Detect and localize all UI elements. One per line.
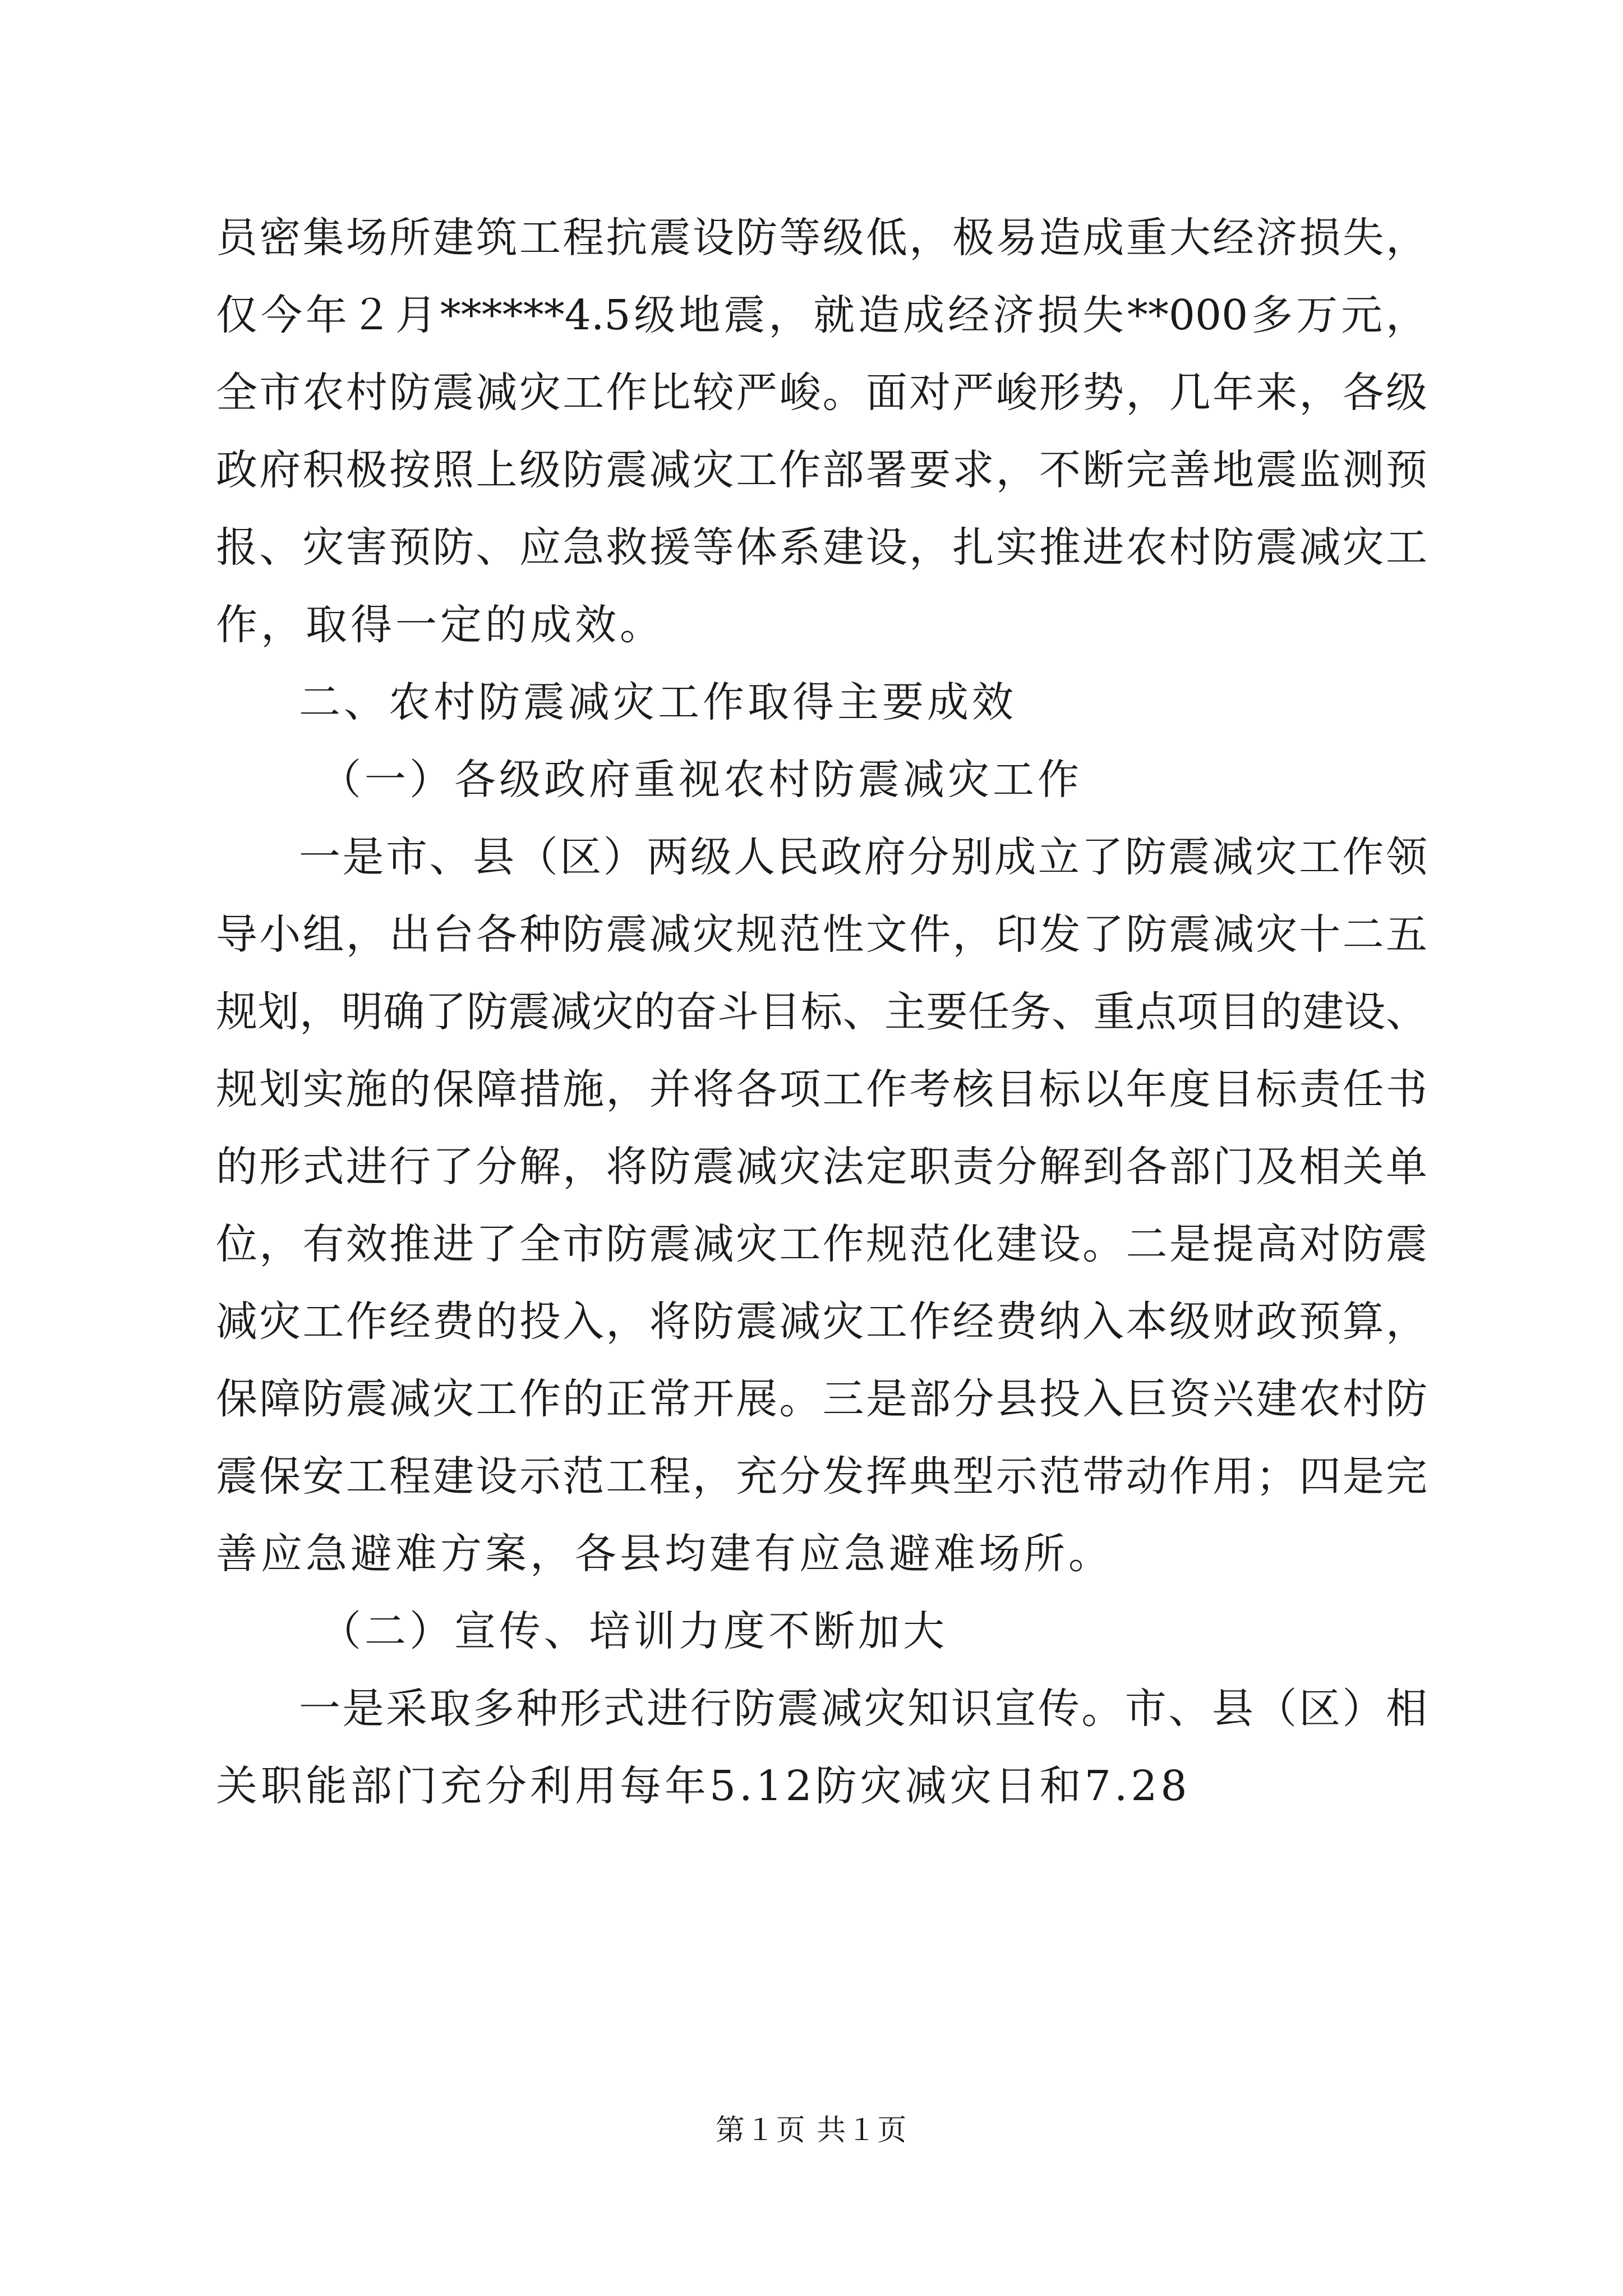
paragraph-line: 仅今年２月******4.5级地震，就造成经济损失**000多万元， xyxy=(216,291,1427,339)
paragraph-line: 全市农村防震减灾工作比较严峻。面对严峻形势，几年来，各级 xyxy=(216,369,1427,417)
section-heading: 二、农村防震减灾工作取得主要成效 xyxy=(299,678,1017,726)
subsection-heading: （二）宣传、培训力度不断加大 xyxy=(320,1607,948,1655)
paragraph-line: 作，取得一定的成效。 xyxy=(216,601,665,649)
paragraph-line: 善应急避难方案，各县均建有应急避难场所。 xyxy=(216,1530,1113,1578)
paragraph-line: 一是采取多种形式进行防震减灾知识宣传。市、县（区）相 xyxy=(299,1685,1427,1733)
paragraph-line: 关职能部门充分利用每年5.12防灾减灾日和7.28 xyxy=(216,1762,1191,1810)
paragraph-line: 的形式进行了分解，将防震减灾法定职责分解到各部门及相关单 xyxy=(216,1143,1427,1191)
paragraph-line: 保障防震减灾工作的正常开展。三是部分县投入巨资兴建农村防 xyxy=(216,1375,1427,1423)
paragraph-line: 报、灾害预防、应急救援等体系建设，扎实推进农村防震减灾工 xyxy=(216,523,1427,572)
paragraph-line: 减灾工作经费的投入，将防震减灾工作经费纳入本级财政预算， xyxy=(216,1297,1427,1346)
subsection-heading: （一）各级政府重视农村防震减灾工作 xyxy=(320,756,1082,804)
document-body xyxy=(216,199,1427,1825)
paragraph-line: 规划，明确了防震减灾的奋斗目标、主要任务、重点项目的建设、 xyxy=(216,988,1427,1036)
paragraph-line: 震保安工程建设示范工程，充分发挥典型示范带动作用；四是完 xyxy=(216,1452,1427,1501)
paragraph-line: 导小组，出台各种防震减灾规范性文件，印发了防震减灾十二五 xyxy=(216,910,1427,959)
paragraph-line: 政府积极按照上级防震减灾工作部署要求，不断完善地震监测预 xyxy=(216,446,1427,494)
paragraph-line: 位，有效推进了全市防震减灾工作规范化建设。二是提高对防震 xyxy=(216,1220,1427,1268)
page-number-footer: 第１页 共１页 xyxy=(715,2114,908,2147)
paragraph-line: 员密集场所建筑工程抗震设防等级低，极易造成重大经济损失， xyxy=(216,214,1427,262)
paragraph-line: 规划实施的保障措施，并将各项工作考核目标以年度目标责任书 xyxy=(216,1065,1427,1114)
paragraph-line: 一是市、县（区）两级人民政府分别成立了防震减灾工作领 xyxy=(299,833,1427,881)
